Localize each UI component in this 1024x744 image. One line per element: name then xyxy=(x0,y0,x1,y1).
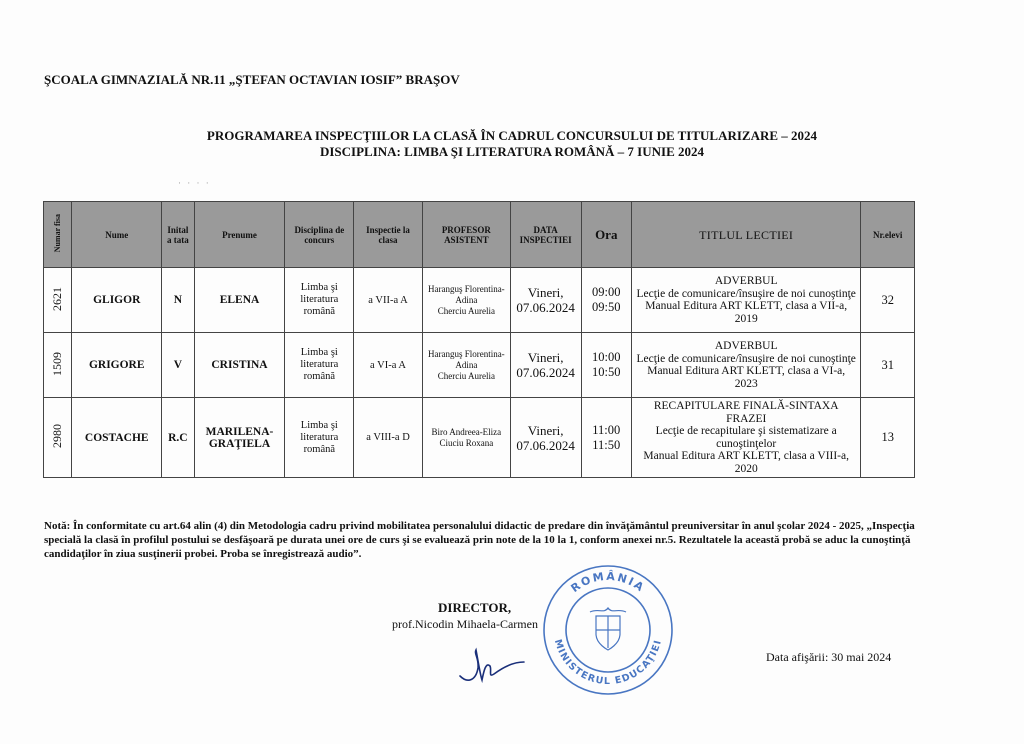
document-subtitle: DISCIPLINA: LIMBA ŞI LITERATURA ROMÂNĂ – 7 IUNIE 2024 xyxy=(319,144,705,159)
cell-ora xyxy=(581,268,632,333)
cell-titlu xyxy=(632,268,861,333)
cell-initiala: V xyxy=(162,333,194,398)
ora-start: 10:00 xyxy=(592,350,621,364)
titlu-line: ADVERBUL xyxy=(714,340,778,352)
document-title: PROGRAMAREA INSPECŢIILOR LA CLASĂ ÎN CADRUL CONCURSULUI DE TITULARIZARE – 2024 xyxy=(206,128,818,143)
cell-elevi: 13 xyxy=(861,398,915,478)
cell-data xyxy=(510,398,581,478)
col-header-initiala: Inital a tata xyxy=(162,202,194,268)
cell-initiala: R.C xyxy=(162,398,194,478)
data-zi: Vineri, xyxy=(527,422,564,438)
cell-prenume: CRISTINA xyxy=(194,333,285,398)
ora-end: 10:50 xyxy=(592,365,621,379)
cell-titlu xyxy=(632,398,861,478)
table-row xyxy=(44,268,915,333)
cell-profesor xyxy=(422,268,510,333)
titlu-line: Lecţie de comunicare/însuşire de noi cunoştinţe xyxy=(636,352,856,365)
cell-profesor xyxy=(422,333,510,398)
data-zi: Vineri, xyxy=(527,350,564,365)
school-name: ŞCOALA GIMNAZIALĂ NR.11 „ŞTEFAN OCTAVIAN IOSIF” BRAŞOV xyxy=(44,72,460,87)
data-zi: Vineri, xyxy=(527,285,564,300)
cell-clasa: a VIII-a D xyxy=(354,398,423,478)
ora-end: 09:50 xyxy=(592,300,621,314)
data-value: 07.06.2024 xyxy=(516,300,575,315)
col-header-titlu: TITLUL LECTIEI xyxy=(632,202,861,268)
col-header-ora: Ora xyxy=(581,202,632,268)
coat-of-arms-icon xyxy=(590,608,626,650)
profesor-2: Cherciu Aurelia xyxy=(437,370,495,381)
col-header-nume: Nume xyxy=(72,202,162,268)
profesor-2: Cherciu Aurelia xyxy=(437,305,495,316)
cell-nume: COSTACHE xyxy=(72,398,162,478)
profesor-1: Haranguş Florentina-Adina xyxy=(427,348,505,370)
cell-disciplina: Limba şi literatura română xyxy=(285,398,354,478)
table-row xyxy=(44,398,915,478)
scan-specks: · · · · xyxy=(178,178,211,188)
data-value: 07.06.2024 xyxy=(516,365,575,380)
director-label: DIRECTOR, xyxy=(438,600,512,615)
col-header-clasa: Inspectie la clasa xyxy=(354,202,423,268)
ora-start: 11:00 xyxy=(592,422,621,437)
cell-titlu xyxy=(632,333,861,398)
director-name: prof.Nicodin Mihaela-Carmen xyxy=(392,617,538,631)
profesor-2: Ciuciu Roxana xyxy=(439,437,494,448)
cell-nume: GLIGOR xyxy=(72,268,162,333)
cell-ora xyxy=(581,333,632,398)
col-header-numar-fisa: Numar fisa xyxy=(44,202,72,268)
titlu-line: ADVERBUL xyxy=(714,275,778,287)
col-header-data: DATA INSPECTIEI xyxy=(510,202,581,268)
official-stamp xyxy=(540,562,676,698)
cell-clasa: a VII-a A xyxy=(354,268,423,333)
cell-fisa: 1509 xyxy=(44,333,72,398)
ora-end: 11:50 xyxy=(592,437,621,452)
col-header-elevi: Nr.elevi xyxy=(861,202,915,268)
cell-profesor xyxy=(422,398,510,478)
cell-prenume: MARILENA-GRAŢIELA xyxy=(194,398,285,478)
cell-clasa: a VI-a A xyxy=(354,333,423,398)
titlu-line: Manual Editura ART KLETT, clasa a VI-a, 2023 xyxy=(647,365,846,390)
cell-elevi: 31 xyxy=(861,333,915,398)
titlu-line: Lecţie de recapitulare şi sistematizare a cunoştinţelor xyxy=(655,425,837,450)
titlu-line: Manual Editura ART KLETT, clasa a VII-a, 2019 xyxy=(645,300,848,325)
director-signature xyxy=(458,640,528,690)
cell-fisa: 2980 xyxy=(44,398,72,478)
cell-initiala: N xyxy=(162,268,194,333)
table-header-row xyxy=(44,202,915,268)
cell-elevi: 32 xyxy=(861,268,915,333)
cell-prenume: ELENA xyxy=(194,268,285,333)
stamp-text-top: ROMÂNIA xyxy=(568,569,648,596)
profesor-1: Biro Andreea-Eliza xyxy=(431,426,502,437)
legal-note: Notă: În conformitate cu art.64 alin (4) din Metodologia cadru privind mobilitatea personalului didactic de predare din învăţământul preuniversitar în anul şcolar 2024 - 2025, „Inspecţia specială la clasă în profilul postului se desfăşoară pe durata unei ore de curs şi se evaluează prin note de la 10 la 1, conform anexei nr.5. Rezultatele la această probă se aduc la cunoştinţă candidaţilor în ziua susţinerii probei. Proba se înregistrează audio”. xyxy=(44,520,915,560)
cell-disciplina: Limba şi literatura română xyxy=(285,268,354,333)
col-header-profesor: PROFESOR ASISTENT xyxy=(422,202,510,268)
date-posted: Data afişării: 30 mai 2024 xyxy=(766,650,892,664)
data-value: 07.06.2024 xyxy=(516,437,575,453)
cell-disciplina: Limba şi literatura română xyxy=(285,333,354,398)
titlu-line: RECAPITULARE FINALĂ-SINTAXA FRAZEI xyxy=(653,400,839,425)
cell-fisa: 2621 xyxy=(44,268,72,333)
cell-ora xyxy=(581,398,632,478)
stamp-text-bottom: MINISTERUL EDUCAŢIEI xyxy=(551,638,664,688)
cell-data xyxy=(510,333,581,398)
cell-nume: GRIGORE xyxy=(72,333,162,398)
cell-data xyxy=(510,268,581,333)
inspection-table xyxy=(43,201,915,478)
col-header-disciplina: Disciplina de concurs xyxy=(285,202,354,268)
titlu-line: Lecţie de comunicare/însuşire de noi cunoştinţe xyxy=(636,287,856,300)
table-row xyxy=(44,333,915,398)
col-header-prenume: Prenume xyxy=(194,202,285,268)
profesor-1: Haranguş Florentina-Adina xyxy=(427,283,505,305)
ora-start: 09:00 xyxy=(592,285,621,299)
titlu-line: Manual Editura ART KLETT, clasa a VIII-a, 2020 xyxy=(643,450,849,475)
